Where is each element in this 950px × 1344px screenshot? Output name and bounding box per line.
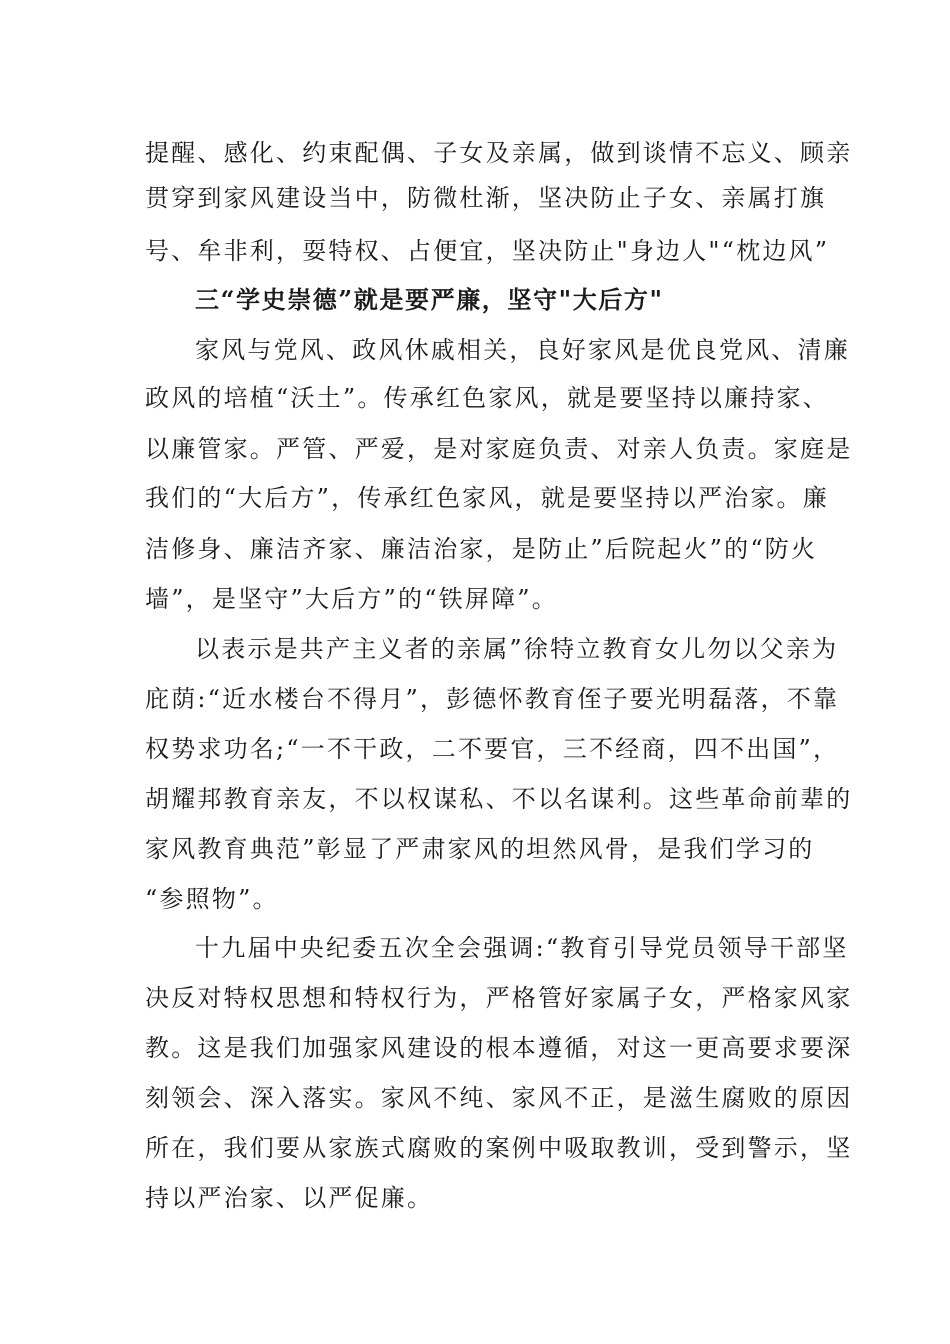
text-line: 我们的“大后方”，传承红色家风，就是要坚持以严治家。廉: [145, 484, 829, 512]
text-line: “参照物”。: [145, 885, 279, 913]
text-line: 所在，我们要从家族式腐败的案例中吸取教训，受到警示，坚: [145, 1134, 853, 1162]
text-line: 政风的培植“沃土”。传承红色家风，就是要坚持以廉持家、: [145, 384, 829, 412]
text-line: 家风教育典范”彰显了严肃家风的坦然风骨，是我们学习的: [145, 835, 815, 863]
section-heading: 三“学史崇德”就是要严廉，坚守"大后方": [195, 285, 664, 314]
text-line: 刻领会、深入落实。家风不纯、家风不正，是滋生腐败的原因: [145, 1084, 853, 1112]
text-line: 贯穿到家风建设当中，防微杜渐，坚决防止子女、亲属打旗: [145, 184, 827, 212]
text-line: 以表示是共产主义者的亲属”徐特立教育女儿勿以父亲为: [195, 635, 839, 663]
text-line: 墙”，是坚守”大后方”的“铁屏障”。: [145, 585, 558, 613]
text-line: 持以严治家、以严促廉。: [145, 1184, 434, 1212]
text-line: 十九届中央纪委五次全会强调:“教育引导党员领导干部坚: [195, 934, 849, 962]
text-line: 家风与党风、政风休戚相关，良好家风是优良党风、清廉: [195, 336, 850, 364]
text-line: 庇荫:“近水楼台不得月”，彭德怀教育侄子要光明磊落，不靠: [145, 685, 840, 713]
text-line: 胡耀邦教育亲友，不以权谋私、不以名谋利。这些革命前辈的: [145, 785, 853, 813]
text-line: 洁修身、廉洁齐家、廉洁治家，是防止”后院起火”的“防火: [145, 535, 818, 563]
text-line: 决反对特权思想和特权行为，严格管好家属子女，严格家风家: [145, 984, 853, 1012]
text-line: 以廉管家。严管、严爱，是对家庭负责、对亲人负责。家庭是: [145, 435, 853, 463]
text-line: 权势求功名;“一不干政，二不要官，三不经商，四不出国”，: [145, 735, 840, 763]
text-line: 号、牟非利，耍特权、占便宜，坚决防止"身边人"“枕边风”: [145, 237, 830, 265]
text-line: 教。这是我们加强家风建设的根本遵循，对这一更高要求要深: [145, 1034, 853, 1062]
text-line: 提醒、感化、约束配偶、子女及亲属，做到谈情不忘义、顾亲: [145, 139, 853, 167]
